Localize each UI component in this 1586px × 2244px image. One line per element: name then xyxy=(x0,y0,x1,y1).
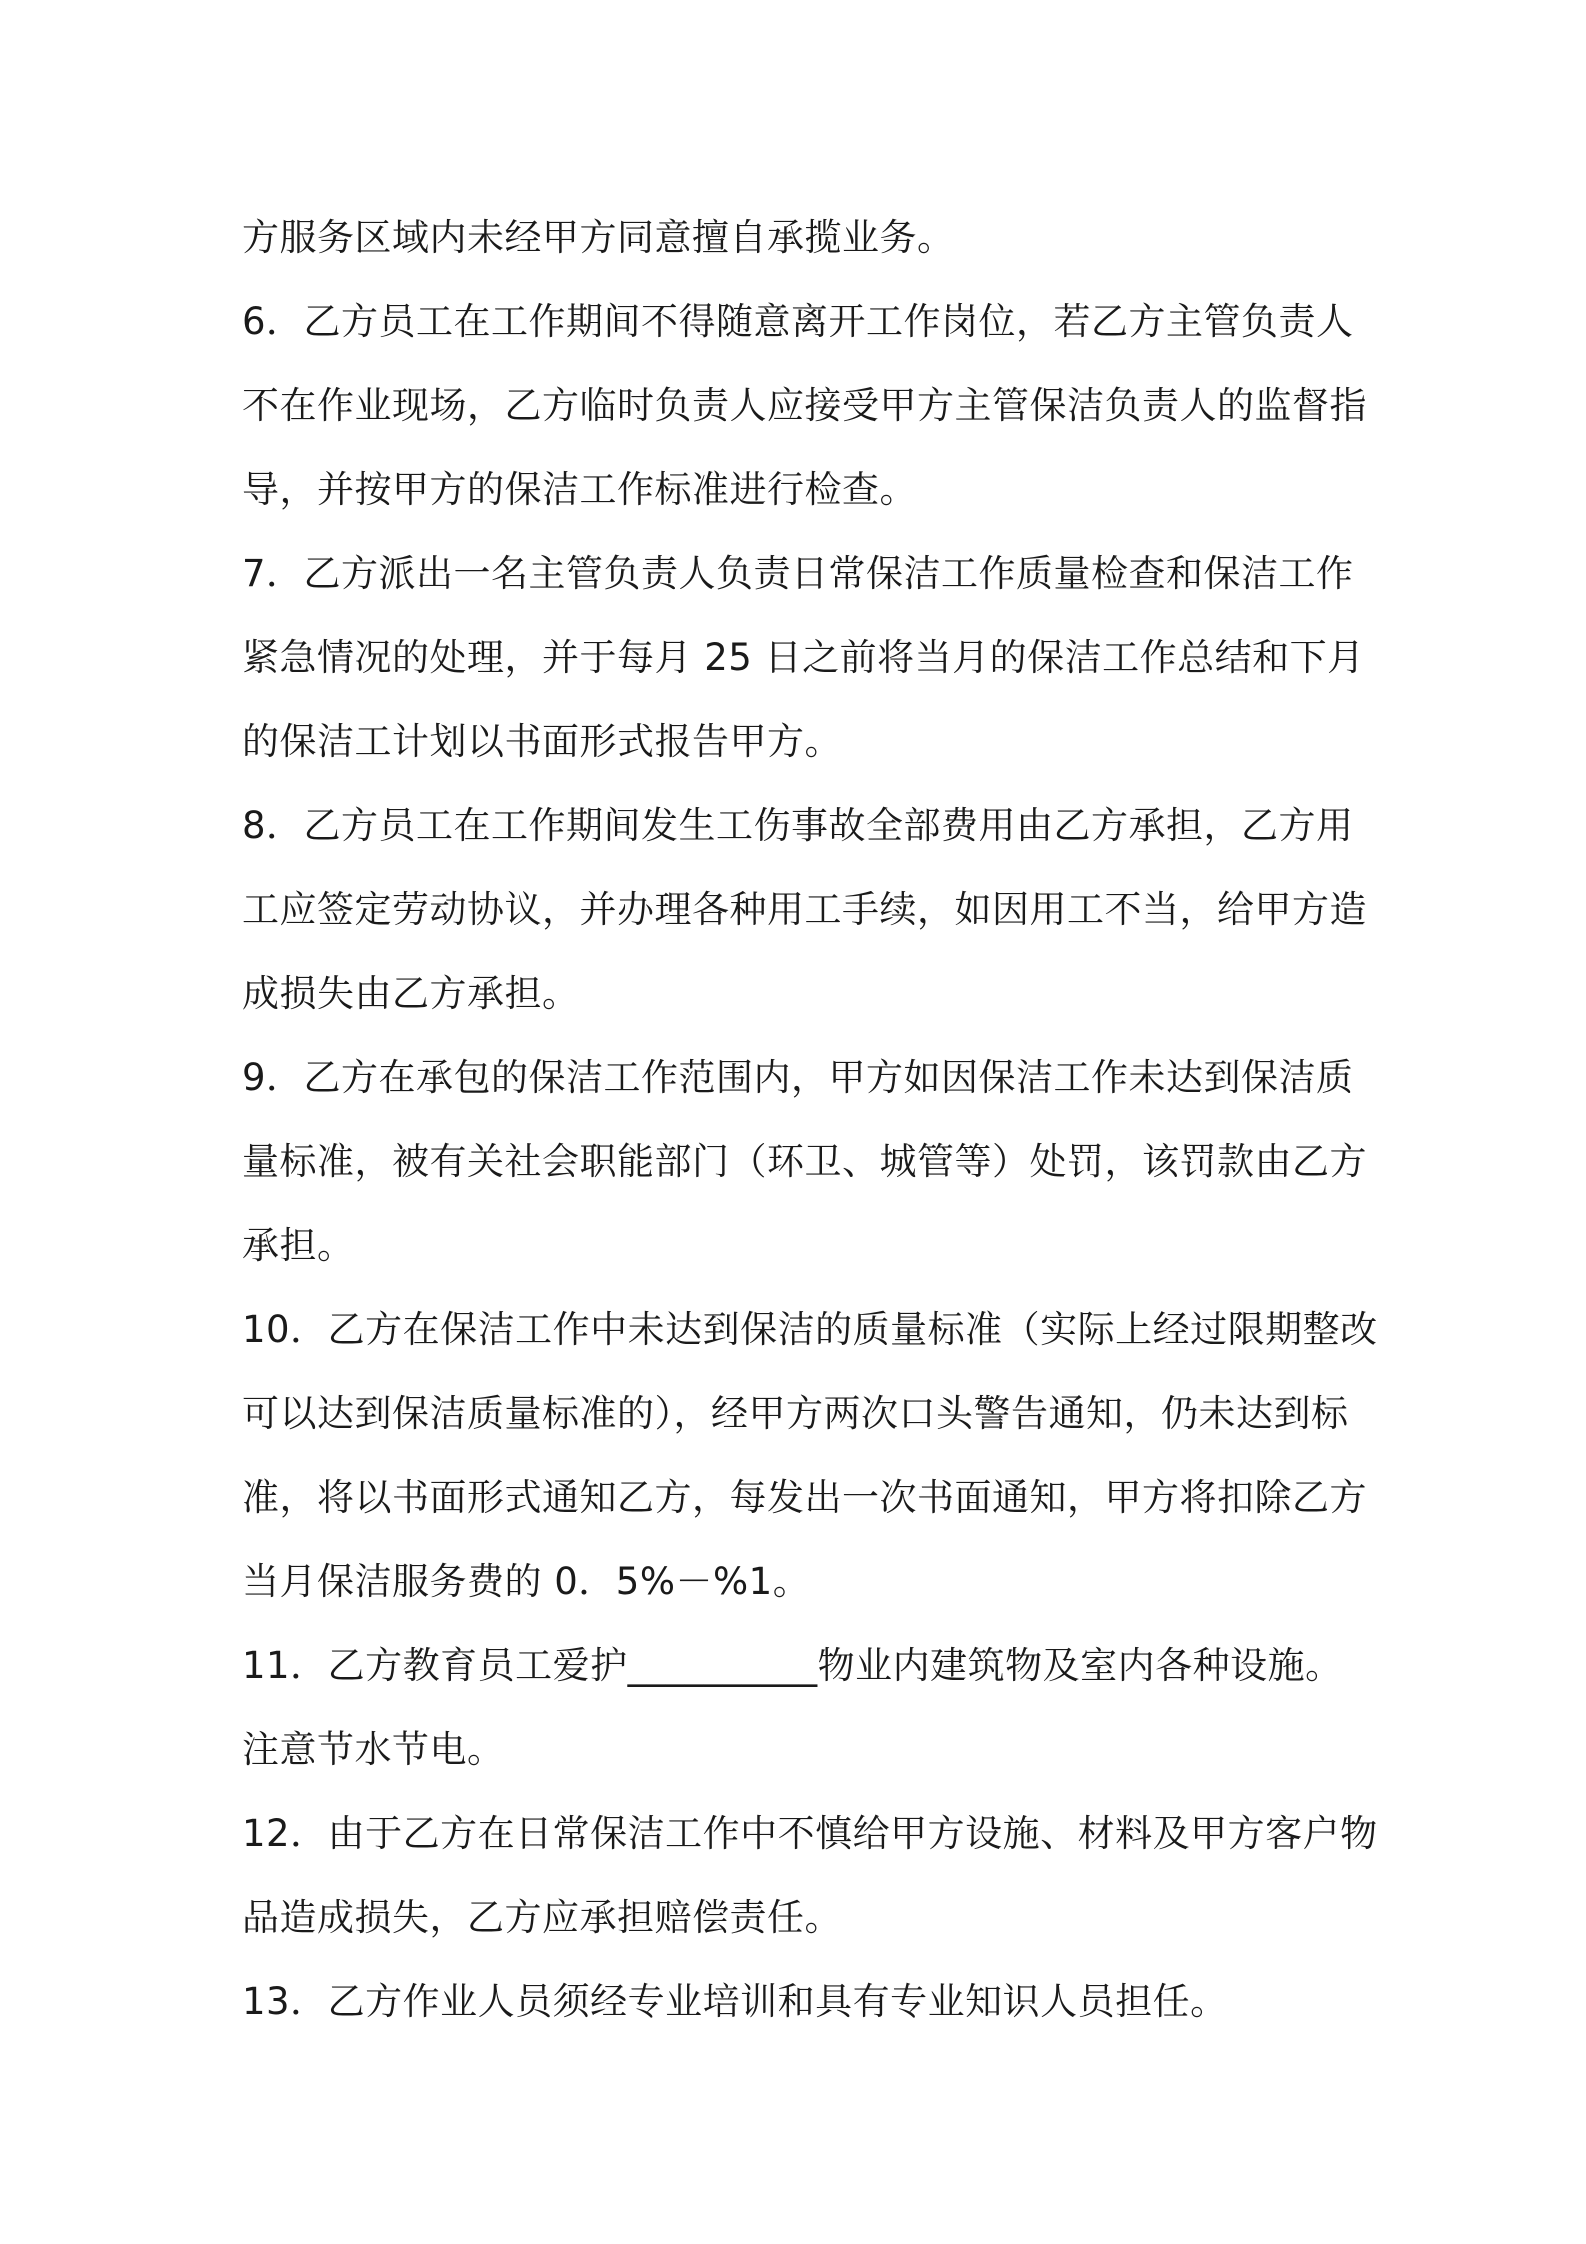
text-line: 成损失由乙方承担。 xyxy=(242,972,580,1015)
text-line: 注意节水节电。 xyxy=(242,1728,505,1771)
contract-text xyxy=(242,196,1378,2044)
text-line: 13．乙方作业人员须经专业培训和具有专业知识人员担任。 xyxy=(242,1980,1228,2023)
text-line: 可以达到保洁质量标准的），经甲方两次口头警告通知，仍未达到标 xyxy=(242,1392,1349,1435)
text-line: 紧急情况的处理，并于每月 25 日之前将当月的保洁工作总结和下月 xyxy=(242,636,1365,679)
text-line: 9．乙方在承包的保洁工作范围内，甲方如因保洁工作未达到保洁质 xyxy=(242,1056,1354,1099)
text-line: 不在作业现场，乙方临时负责人应接受甲方主管保洁负责人的监督指 xyxy=(242,384,1367,427)
text-line: 准，将以书面形式通知乙方，每发出一次书面通知，甲方将扣除乙方 xyxy=(242,1476,1367,1519)
text-line: 12．由于乙方在日常保洁工作中不慎给甲方设施、材料及甲方客户物 xyxy=(242,1812,1378,1855)
text-line: 导，并按甲方的保洁工作标准进行检查。 xyxy=(242,468,917,511)
text-line: 量标准，被有关社会职能部门（环卫、城管等）处罚，该罚款由乙方 xyxy=(242,1140,1367,1183)
text-line: 6．乙方员工在工作期间不得随意离开工作岗位，若乙方主管负责人 xyxy=(242,300,1354,343)
text-line: 7．乙方派出一名主管负责人负责日常保洁工作质量检查和保洁工作 xyxy=(242,552,1354,595)
text-line: 品造成损失，乙方应承担赔偿责任。 xyxy=(242,1896,842,1939)
text-line: 方服务区域内未经甲方同意擅自承揽业务。 xyxy=(242,216,955,259)
text-line: 工应签定劳动协议，并办理各种用工手续，如因用工不当，给甲方造 xyxy=(242,888,1367,931)
text-line: 11．乙方教育员工爱护__________物业内建筑物及室内各种设施。 xyxy=(242,1644,1343,1687)
text-line: 承担。 xyxy=(242,1224,355,1267)
text-line: 10．乙方在保洁工作中未达到保洁的质量标准（实际上经过限期整改 xyxy=(242,1308,1378,1351)
text-line: 当月保洁服务费的 0．5%－%1。 xyxy=(242,1560,811,1603)
text-line: 8．乙方员工在工作期间发生工伤事故全部费用由乙方承担，乙方用 xyxy=(242,804,1354,847)
text-line: 的保洁工计划以书面形式报告甲方。 xyxy=(242,720,842,763)
